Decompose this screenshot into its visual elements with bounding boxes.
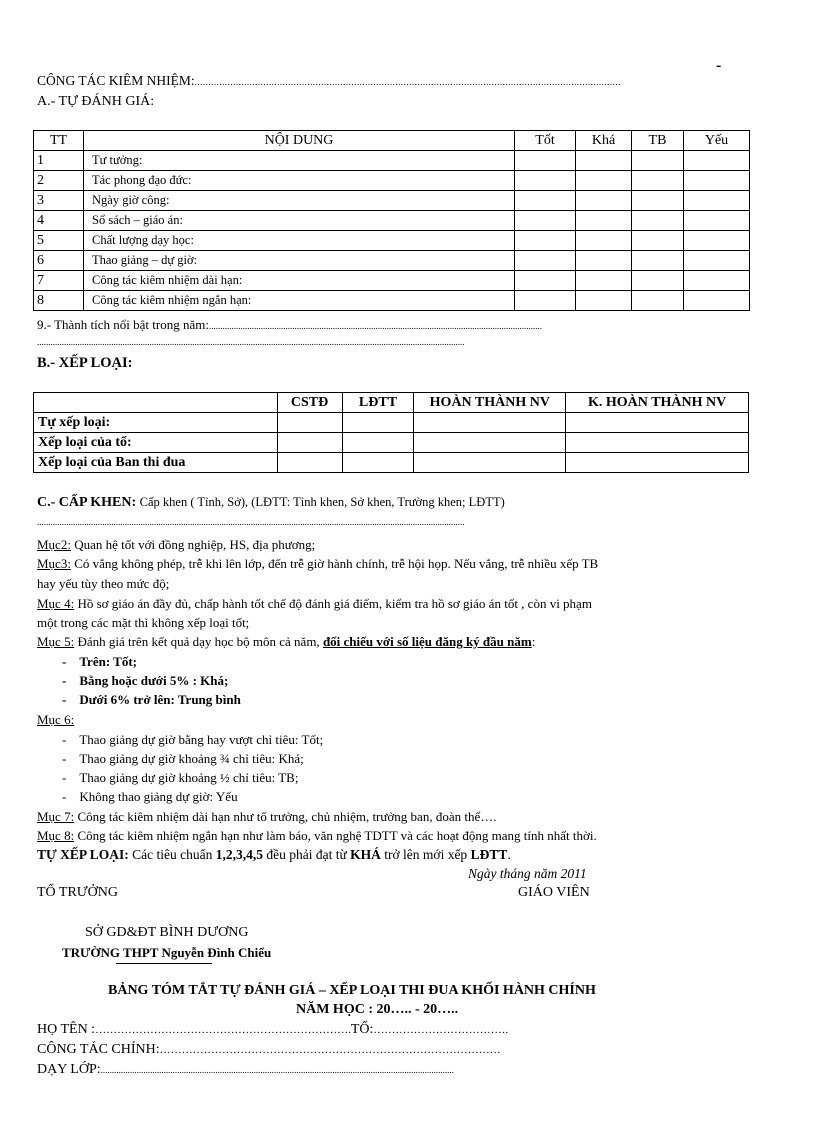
tu-xep-bold-2: KHÁ [350, 847, 381, 862]
header-kha: Khá [576, 131, 632, 151]
cell-tb[interactable] [632, 211, 684, 231]
table-row [34, 413, 749, 433]
muc3-line [37, 557, 598, 570]
row-number: 1 [34, 151, 84, 171]
cell-yeu[interactable] [684, 151, 750, 171]
list-item: - Bằng hoặc dưới 5% : Khá; [62, 673, 229, 688]
cell-yeu[interactable] [684, 291, 750, 311]
cell-tb[interactable] [632, 231, 684, 251]
cell-cstd[interactable] [277, 433, 342, 453]
muc2-label: Mục2: [37, 537, 71, 552]
cell-yeu[interactable] [684, 271, 750, 291]
thanh-tich-dots-2: .............................................................................................................................................................................................. [37, 337, 465, 347]
cell-kha[interactable] [576, 211, 632, 231]
cell-kha[interactable] [576, 191, 632, 211]
muc4-text: Hồ sơ giáo án đầy đủ, chấp hành tốt chế độ đánh giá điểm, kiểm tra hồ sơ giáo án tốt , còn vi phạm [74, 596, 592, 611]
cell-ldtt[interactable] [342, 453, 414, 473]
cell-tot[interactable] [515, 271, 576, 291]
cell-kha[interactable] [576, 291, 632, 311]
table-header-row [34, 393, 749, 413]
cell-k-hoan-thanh[interactable] [566, 413, 749, 433]
list-item: - Trên: Tốt; [62, 654, 137, 669]
cell-tot[interactable] [515, 191, 576, 211]
row-number: 4 [34, 211, 84, 231]
header-cstd: CSTĐ [277, 393, 342, 413]
muc6-item: Thao giảng dự giờ khoảng ½ chỉ tiêu: TB; [79, 770, 299, 785]
header-hoan-thanh: HOÀN THÀNH NV [414, 393, 566, 413]
cell-tb[interactable] [632, 151, 684, 171]
muc5-emphasis: đối chiếu với số liệu đăng ký đầu năm [322, 634, 532, 649]
kiem-nhiem-line [37, 74, 621, 88]
muc5-item: Bằng hoặc dưới 5% : Khá; [79, 673, 229, 688]
cell-kha[interactable] [576, 231, 632, 251]
section-c-line [37, 496, 505, 510]
muc6-label: Mục 6: [37, 712, 75, 727]
cell-tb[interactable] [632, 191, 684, 211]
cong-tac-label: CÔNG TÁC CHÍNH: [37, 1042, 160, 1057]
cell-yeu[interactable] [684, 231, 750, 251]
cell-kha[interactable] [576, 251, 632, 271]
to-field[interactable]: ………………………………. [373, 1024, 509, 1036]
cell-k-hoan-thanh[interactable] [566, 453, 749, 473]
header-tot: Tốt [515, 131, 576, 151]
tu-xep-text-2: đều phải đạt từ [262, 847, 351, 862]
muc8-label: Mục 8: [37, 828, 75, 843]
muc3-line-2: hay yếu tùy theo mức độ; [37, 576, 170, 591]
header-content: NỘI DUNG [84, 131, 515, 151]
row-content: Tư tưởng: [84, 151, 515, 171]
table-row [34, 171, 750, 191]
cell-kha[interactable] [576, 271, 632, 291]
cell-tb[interactable] [632, 271, 684, 291]
department-name: SỞ GD&ĐT BÌNH DƯƠNG [85, 925, 249, 940]
table-row [34, 191, 750, 211]
header-yeu: Yếu [684, 131, 750, 151]
thanh-tich-label: 9.- Thành tích nổi bật trong năm: [37, 317, 209, 332]
row-label: Xếp loại của tổ: [34, 433, 278, 453]
tu-xep-label: TỰ XẾP LOẠI: [37, 847, 129, 862]
cell-hoan-thanh[interactable] [414, 413, 566, 433]
muc6-item: Thao giảng dự giờ bằng hay vượt chỉ tiêu: Tốt; [79, 732, 324, 747]
ho-ten-field[interactable]: ……………………………………………………………. [95, 1024, 351, 1036]
muc4-line [37, 597, 592, 610]
kiem-nhiem-label: CÔNG TÁC KIÊM NHIỆM: [37, 73, 195, 88]
cong-tac-line [37, 1043, 501, 1057]
muc8-text: Công tác kiêm nhiệm ngắn hạn như làm báo, văn nghệ TDTT và các hoạt động mang tính nhất thời. [74, 828, 597, 843]
table-row [34, 211, 750, 231]
day-lop-field[interactable]: ............................................................................................................................................................. [100, 1065, 454, 1075]
cell-yeu[interactable] [684, 171, 750, 191]
cell-yeu[interactable] [684, 191, 750, 211]
cell-tot[interactable] [515, 231, 576, 251]
cell-ldtt[interactable] [342, 413, 414, 433]
tu-xep-bold-1: 1,2,3,4,5 [215, 847, 263, 862]
muc3-label: Mục3: [37, 556, 71, 571]
school-underline [116, 963, 212, 964]
cell-tot[interactable] [515, 251, 576, 271]
cong-tac-field[interactable]: ………………………………………………………………………………… [159, 1044, 501, 1056]
thanh-tich-dots: .................................................................................................................................................... [208, 321, 542, 331]
kiem-nhiem-dots: ........................................................................................................................................................... [194, 77, 621, 87]
list-item: - Không thao giảng dự giờ: Yếu [62, 789, 238, 804]
section-a-title: A.- TỰ ĐÁNH GIÁ: [37, 94, 155, 109]
cell-tb[interactable] [632, 251, 684, 271]
muc4-label: Mục 4: [37, 596, 75, 611]
table-row [34, 231, 750, 251]
row-number: 2 [34, 171, 84, 191]
row-label: Tự xếp loại: [34, 413, 278, 433]
thanh-tich-line [37, 318, 542, 331]
muc6-item: Thao giảng dự giờ khoảng ¾ chỉ tiêu: Khá; [79, 751, 304, 766]
cell-hoan-thanh[interactable] [414, 433, 566, 453]
row-content: Tác phong đạo đức: [84, 171, 515, 191]
muc7-line [37, 810, 496, 823]
list-item: - Dưới 6% trở lên: Trung bình [62, 692, 241, 707]
row-content: Chất lượng dạy học: [84, 231, 515, 251]
ho-ten-line [37, 1023, 508, 1037]
corner-mark: - [716, 57, 722, 74]
section-c-dots: .............................................................................................................................................................................................. [37, 517, 465, 527]
row-content: Thao giảng – dự giờ: [84, 251, 515, 271]
list-item: - Thao giảng dự giờ khoảng ½ chỉ tiêu: TB; [62, 770, 299, 785]
cell-tot[interactable] [515, 211, 576, 231]
table-row [34, 453, 749, 473]
muc5-item: Dưới 6% trở lên: Trung bình [79, 692, 241, 707]
row-label: Xếp loại của Ban thi đua [34, 453, 278, 473]
ranking-table [33, 392, 749, 473]
header-tb: TB [632, 131, 684, 151]
muc7-text: Công tác kiêm nhiệm dài hạn như tổ trưởng, chủ nhiệm, trưởng ban, đoàn thể…. [74, 809, 497, 824]
cell-k-hoan-thanh[interactable] [566, 433, 749, 453]
muc6-line [37, 713, 74, 726]
muc2-line [37, 538, 315, 551]
section-c-text: Cấp khen ( Tỉnh, Sở), (LĐTT: Tỉnh khen, Sở khen, Trường khen; LĐTT) [139, 495, 505, 509]
table-row [34, 271, 750, 291]
header-tt: TT [34, 131, 84, 151]
tu-xep-loai-line [37, 848, 511, 862]
list-item: - Thao giảng dự giờ khoảng ¾ chỉ tiêu: Khá; [62, 751, 304, 766]
cell-tot[interactable] [515, 171, 576, 191]
to-label: TỔ: [350, 1022, 374, 1037]
table-row [34, 291, 750, 311]
day-lop-label: DẠY LỚP: [37, 1062, 101, 1077]
row-number: 5 [34, 231, 84, 251]
row-number: 3 [34, 191, 84, 211]
muc5-text: Đánh giá trên kết quả dạy học bộ môn cả năm, [74, 634, 320, 649]
muc6-item: Không thao giảng dự giờ: Yếu [79, 789, 238, 804]
table-header-row [34, 131, 750, 151]
header-k-hoan-thanh: K. HOÀN THÀNH NV [566, 393, 749, 413]
row-content: Công tác kiêm nhiệm ngắn hạn: [84, 291, 515, 311]
cell-kha[interactable] [576, 171, 632, 191]
cell-cstd[interactable] [277, 453, 342, 473]
cell-yeu[interactable] [684, 251, 750, 271]
cell-tot[interactable] [515, 151, 576, 171]
summary-title: BẢNG TÓM TẮT TỰ ĐÁNH GIÁ – XẾP LOẠI THI ĐUA KHỐI HÀNH CHÍNH [108, 983, 596, 998]
cell-cstd[interactable] [277, 413, 342, 433]
row-content: Ngày giờ công: [84, 191, 515, 211]
self-evaluation-table [33, 130, 750, 311]
muc4-line-2: một trong các mặt thì không xếp loại tốt; [37, 615, 250, 630]
tu-xep-end: . [507, 847, 511, 862]
cell-tb[interactable] [632, 171, 684, 191]
tu-xep-text-3: trở lên mới xếp [380, 847, 471, 862]
row-number: 6 [34, 251, 84, 271]
signature-giao-vien: GIÁO VIÊN [518, 885, 590, 900]
row-content: Công tác kiêm nhiệm dài hạn: [84, 271, 515, 291]
ho-ten-label: HỌ TÊN : [37, 1022, 96, 1037]
header-blank [34, 393, 278, 413]
school-year: NĂM HỌC : 20….. - 20….. [296, 1002, 459, 1017]
table-row [34, 433, 749, 453]
muc5-item: Trên: Tốt; [79, 654, 137, 669]
school-name: TRƯỜNG THPT Nguyễn Đình Chiểu [62, 945, 272, 960]
tu-xep-bold-3: LĐTT [470, 847, 508, 862]
tu-xep-text: Các tiêu chuẩn [128, 847, 216, 862]
section-b-title: B.- XẾP LOẠI: [37, 355, 133, 371]
table-row [34, 251, 750, 271]
muc2-text: Quan hệ tốt với đồng nghiệp, HS, địa phương; [70, 537, 316, 552]
list-item: - Thao giảng dự giờ bằng hay vượt chỉ tiêu: Tốt; [62, 732, 324, 747]
cell-tb[interactable] [632, 291, 684, 311]
cell-hoan-thanh[interactable] [414, 453, 566, 473]
signature-to-truong: TỔ TRƯỞNG [37, 885, 118, 900]
muc5-line: Mục 5: Đánh giá trên kết quả dạy học bộ môn cả năm, đối chiếu với số liệu đăng ký đầu năm: [37, 634, 536, 649]
muc7-label: Mục 7: [37, 809, 75, 824]
row-number: 7 [34, 271, 84, 291]
cell-kha[interactable] [576, 151, 632, 171]
section-c-title: C.- CẤP KHEN: [37, 495, 137, 510]
cell-tot[interactable] [515, 291, 576, 311]
row-content: Sổ sách – giáo án: [84, 211, 515, 231]
signature-date: Ngày tháng năm 2011 [468, 866, 587, 881]
muc8-line [37, 829, 597, 842]
cell-yeu[interactable] [684, 211, 750, 231]
header-ldtt: LĐTT [342, 393, 414, 413]
cell-ldtt[interactable] [342, 433, 414, 453]
table-row [34, 151, 750, 171]
muc5-label: Mục 5: [37, 634, 75, 649]
muc3-text: Có vắng không phép, trễ khi lên lớp, đến trễ giờ hành chính, trễ hội họp. Nếu vắng, trễ nhiều xếp TB [70, 556, 599, 571]
day-lop-line [37, 1063, 454, 1077]
row-number: 8 [34, 291, 84, 311]
